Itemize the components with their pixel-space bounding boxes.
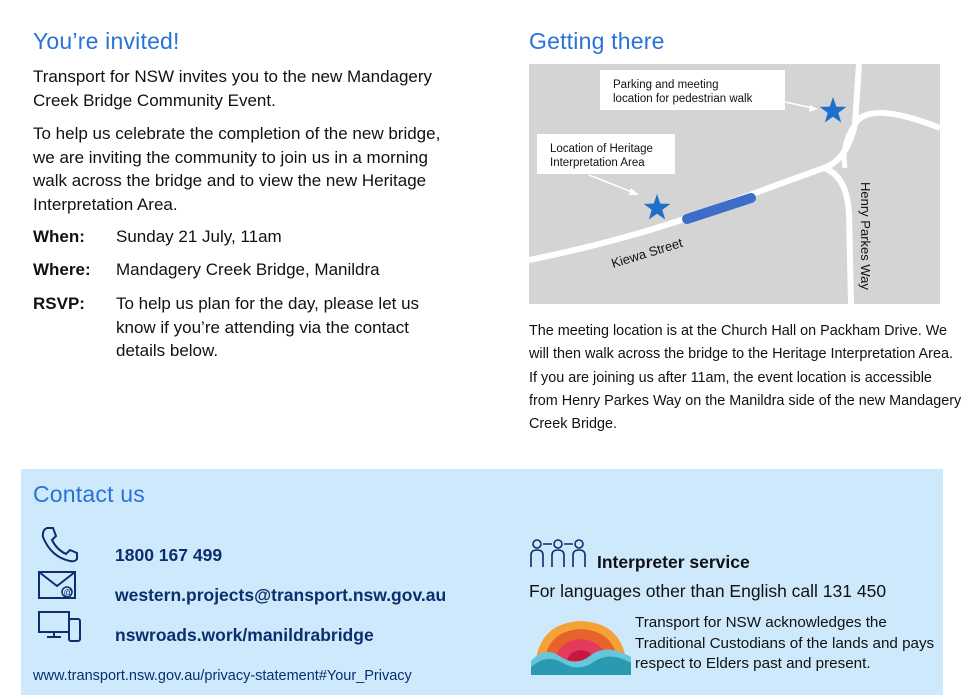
interpreter-text: For languages other than English call 131 450 [529, 581, 887, 601]
where-label: Where: [33, 260, 91, 279]
henry-parkes-way-label: Henry Parkes Way [858, 182, 873, 290]
invite-description: To help us celebrate the completion of the new bridge, we are inviting the community to join us in a morning walk across the bridge and to view the new Heritage Interpretation Area. [33, 124, 441, 214]
where-value: Mandagery Creek Bridge, Manildra [116, 260, 380, 279]
parking-callout-line2: location for pedestrian walk [613, 93, 753, 105]
contact-heading: Contact us [33, 481, 145, 507]
meeting-location-note: The meeting location is at the Church Hall on Packham Drive. We will then walk across the bridge to the Heritage Interpretation Area. If you are joining us after 11am, the event location is accessible from Henry Parkes Way on the Manildra side of the new Mandagery Creek Bridge. [529, 323, 962, 433]
devices-icon [37, 609, 83, 645]
kiewa-street-label: Kiewa Street [609, 234, 685, 271]
location-map [529, 64, 940, 304]
email-link[interactable]: western.projects@transport.nsw.gov.au [115, 585, 447, 605]
privacy-link[interactable]: www.transport.nsw.gov.au/privacy-statement#Your_Privacy [33, 668, 412, 684]
invite-intro: Transport for NSW invites you to the new Mandagery Creek Bridge Community Event. [33, 67, 433, 110]
getting-there-heading: Getting there [529, 28, 665, 54]
rsvp-value: To help us plan for the day, please let us know if you’re attending via the contact details below. [116, 294, 420, 360]
aboriginal-artwork-icon [531, 617, 631, 675]
interpreter-title: Interpreter service [597, 552, 750, 572]
email-icon [37, 568, 79, 602]
heritage-callout-line1: Location of Heritage [550, 143, 653, 155]
interpreter-icon [529, 539, 587, 569]
parking-callout-line1: Parking and meeting [613, 79, 719, 91]
acknowledgement-text: Transport for NSW acknowledges the Traditional Custodians of the lands and pays respect to Elders past and present. [635, 614, 935, 672]
contact-panel [21, 469, 943, 695]
when-label: When: [33, 227, 85, 246]
invite-heading: You’re invited! [33, 28, 180, 54]
phone-icon [39, 525, 79, 563]
rsvp-label: RSVP: [33, 294, 85, 313]
when-value: Sunday 21 July, 11am [116, 227, 282, 246]
website-link[interactable]: nswroads.work/manildrabridge [115, 625, 374, 645]
phone-link[interactable]: 1800 167 499 [115, 545, 223, 565]
at-glyph: @ [63, 587, 73, 598]
heritage-callout-line2: Interpretation Area [550, 157, 645, 169]
